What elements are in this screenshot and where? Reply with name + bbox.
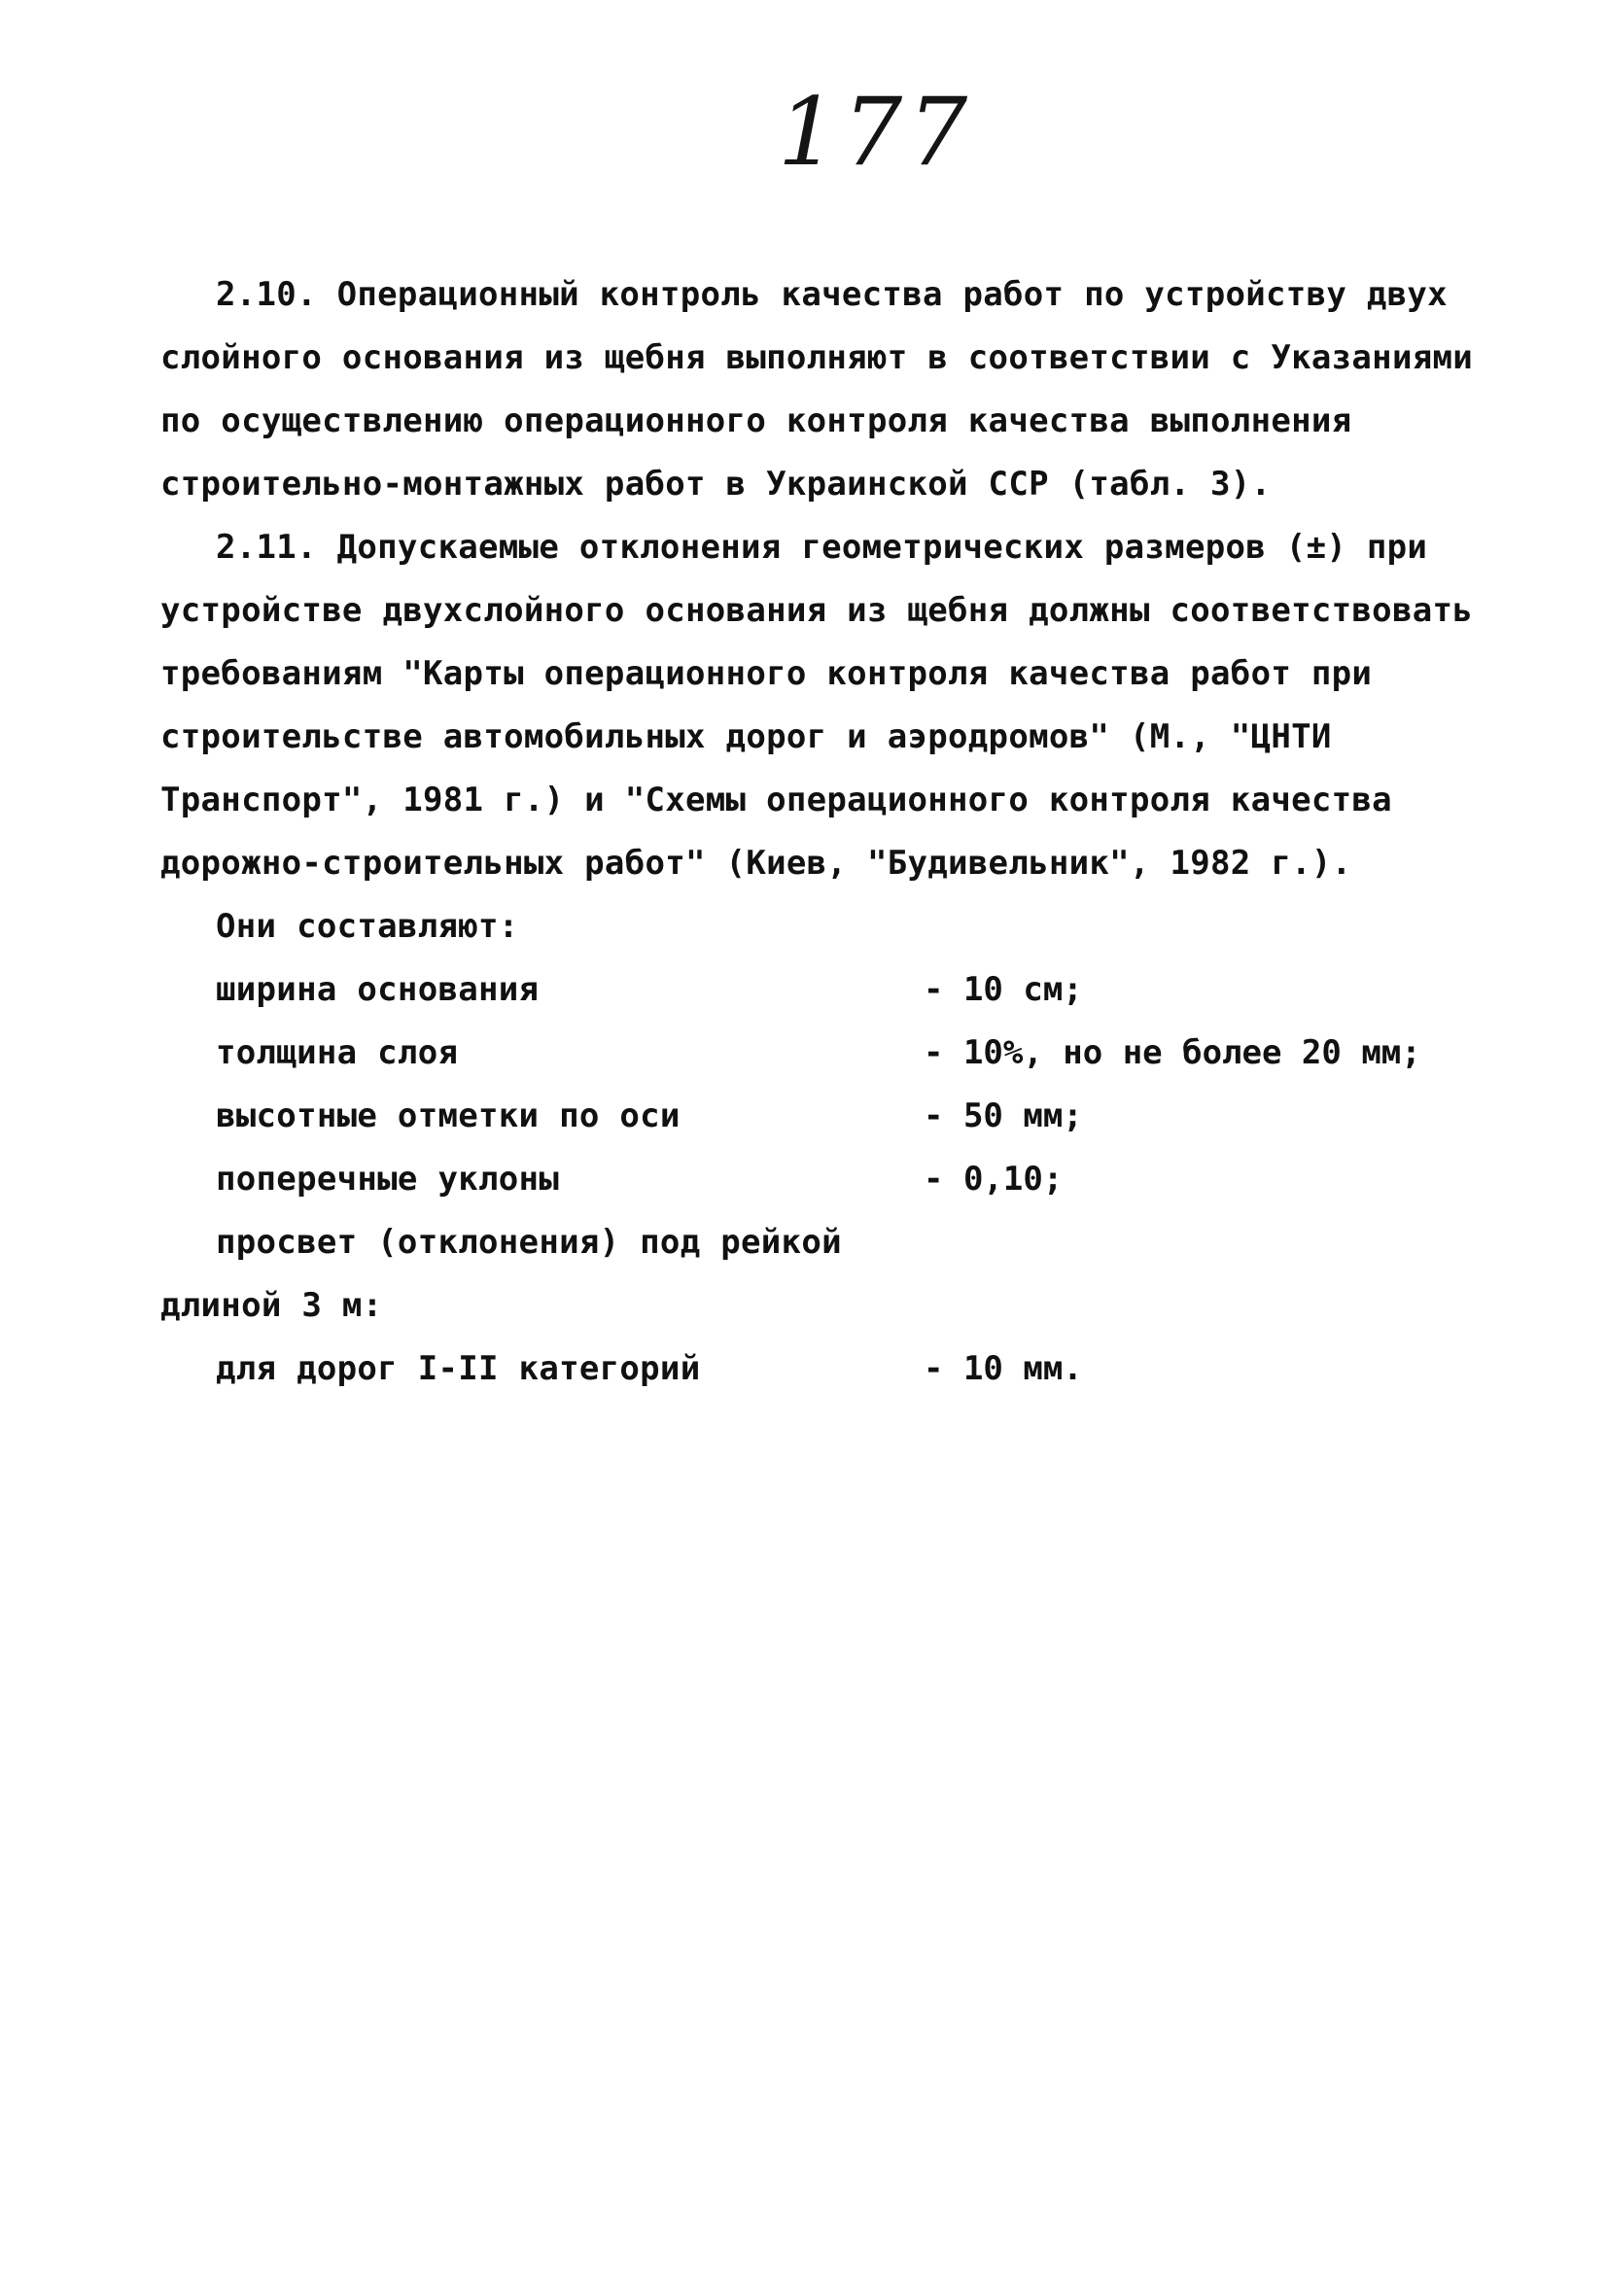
text-line: 2.10. Операционный контроль качества работ по устройству двух <box>216 275 1448 314</box>
tolerance-label: ширина основания <box>216 970 540 1009</box>
text-line: Транспорт", 1981 г.) и "Схемы операционного контроля качества <box>160 781 1392 819</box>
text-line: строительно-монтажных работ в Украинской ССР (табл. 3). <box>160 465 1272 504</box>
tolerance-value: - 10%, но не более 20 мм; <box>924 1033 1421 1072</box>
text-line: строительстве автомобильных дорог и аэродромов" (М., "ЦНТИ <box>160 717 1332 756</box>
text-line: требованиям "Карты операционного контроля качества работ при <box>160 654 1373 693</box>
tolerance-value: - 0,10; <box>924 1160 1064 1199</box>
tolerance-label: поперечные уклоны <box>216 1160 560 1199</box>
roads-value: - 10 мм. <box>924 1349 1083 1388</box>
tolerance-value: - 10 см; <box>924 970 1083 1009</box>
tolerance-value: - 50 мм; <box>924 1096 1083 1135</box>
text-line: слойного основания из щебня выполняют в соответствии с Указаниями <box>160 338 1474 377</box>
clearance-line-2: длиной 3 м: <box>160 1286 383 1325</box>
intro-text: Они составляют: <box>216 907 519 946</box>
text-line: 2.11. Допускаемые отклонения геометрических размеров (±) при <box>216 528 1428 567</box>
text-line: устройстве двухслойного основания из щебня должны соответствовать <box>160 591 1474 630</box>
page-number: 177 <box>778 78 974 187</box>
tolerance-label: высотные отметки по оси <box>216 1096 681 1135</box>
clearance-line-1: просвет (отклонения) под рейкой <box>216 1223 842 1262</box>
roads-label: для дорог I-II категорий <box>216 1349 701 1388</box>
text-line: дорожно-строительных работ" (Киев, "Будивельник", 1982 г.). <box>160 844 1352 883</box>
tolerance-label: толщина слоя <box>216 1033 459 1072</box>
text-line: по осуществлению операционного контроля качества выполнения <box>160 401 1352 440</box>
